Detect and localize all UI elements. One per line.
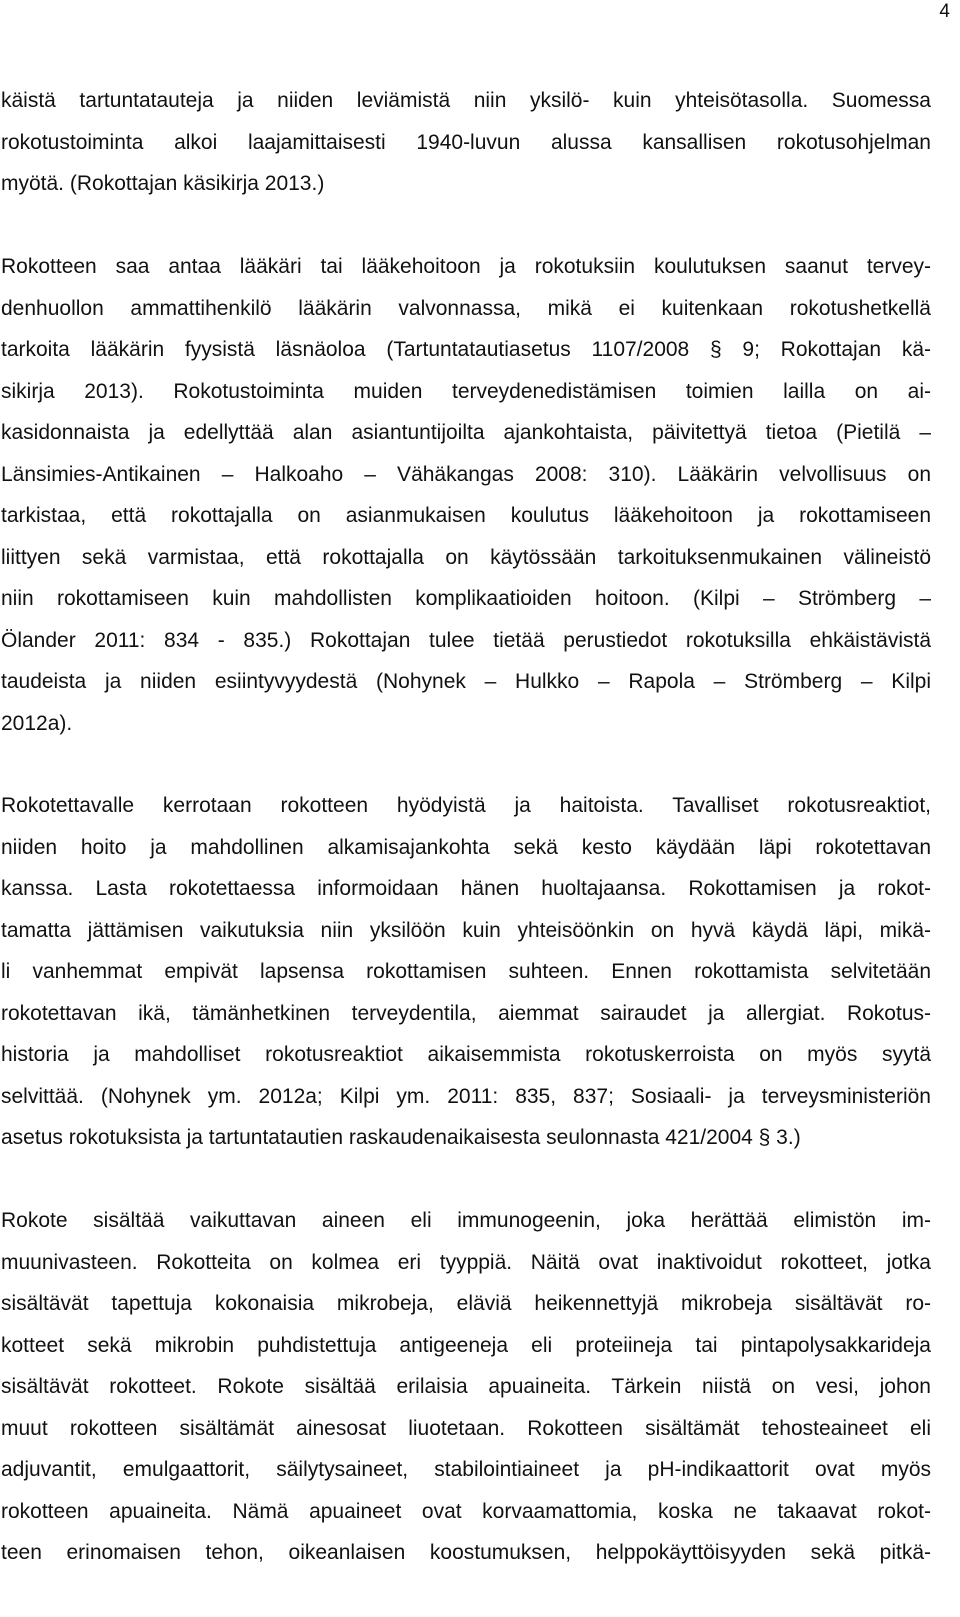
text-line: niin rokottamiseen kuin mahdollisten komplikaatioiden hoitoon. (Kilpi – Strömberg –: [1, 587, 931, 610]
text-line: tarkoita lääkärin fyysistä läsnäoloa (Tartuntatautiasetus 1107/2008 § 9; Rokottajan kä-: [1, 338, 931, 361]
text-line: Ölander 2011: 834 - 835.) Rokottajan tulee tietää perustiedot rokotuksilla ehkäistävistä: [1, 628, 931, 652]
text-line: kotteet sekä mikrobin puhdistettuja antigeeneja eli proteiineja tai pintapolysakkarideja: [1, 1333, 931, 1357]
paragraph-4: [1, 1200, 931, 1574]
page-number: 4: [939, 1, 950, 22]
text-line: käistä tartuntatauteja ja niiden leviämistä niin yksilö- kuin yhteisötasolla. Suomessa: [1, 89, 931, 112]
text-line: teen erinomaisen tehon, oikeanlaisen koostumuksen, helppokäyttöisyyden sekä pitkä-: [1, 1541, 931, 1564]
text-line: li vanhemmat empivät lapsensa rokottamisen suhteen. Ennen rokottamista selvitetään: [1, 960, 931, 983]
text-line: Rokotettavalle kerrotaan rokotteen hyödyistä ja haitoista. Tavalliset rokotusreaktiot,: [1, 794, 931, 817]
paragraph-2: [1, 246, 931, 744]
text-line: muunivasteen. Rokotteita on kolmea eri tyyppiä. Näitä ovat inaktivoidut rokotteet, jotka: [1, 1250, 931, 1274]
text-line: sisältävät rokotteet. Rokote sisältää erilaisia apuaineita. Tärkein niistä on vesi, johon: [1, 1375, 931, 1398]
text-line: kanssa. Lasta rokotettaessa informoidaan hänen huoltajaansa. Rokottamisen ja rokot-: [1, 877, 931, 900]
text-line: tarkistaa, että rokottajalla on asianmukaisen koulutus lääkehoitoon ja rokottamiseen: [1, 504, 931, 527]
text-line: rokotettavan ikä, tämänhetkinen terveydentila, aiemmat sairaudet ja allergiat. Rokotus-: [1, 1001, 931, 1025]
text-line: rokotustoiminta alkoi laajamittaisesti 1940-luvun alussa kansallisen rokotusohjelman: [1, 130, 931, 154]
paragraph-1: [1, 80, 931, 205]
text-line: sikirja 2013). Rokotustoiminta muiden terveydenedistämisen toimien lailla on ai-: [1, 379, 931, 403]
text-line: myötä. (Rokottajan käsikirja 2013.): [1, 172, 325, 195]
text-line: 2012a).: [1, 711, 73, 735]
text-line: muut rokotteen sisältämät ainesosat liuotetaan. Rokotteen sisältämät tehosteaineet eli: [1, 1416, 931, 1440]
paragraph-3: [1, 785, 931, 1159]
text-line: Rokote sisältää vaikuttavan aineen eli immunogeenin, joka herättää elimistön im-: [1, 1209, 931, 1232]
text-line: niiden hoito ja mahdollinen alkamisajankohta sekä kesto käydään läpi rokotettavan: [1, 835, 931, 859]
text-line: Länsimies-Antikainen – Halkoaho – Vähäkangas 2008: 310). Lääkärin velvollisuus on: [1, 462, 931, 486]
text-line: tamatta jättämisen vaikutuksia niin yksilöön kuin yhteisöönkin on hyvä käydä läpi, mikä-: [1, 918, 931, 942]
text-line: sisältävät tapettuja kokonaisia mikrobeja, eläviä heikennettyjä mikrobeja sisältävät ro-: [1, 1292, 931, 1315]
text-line: denhuollon ammattihenkilö lääkärin valvonnassa, mikä ei kuitenkaan rokotushetkellä: [1, 296, 931, 320]
text-line: adjuvantit, emulgaattorit, säilytysaineet, stabilointiaineet ja pH-indikaattorit ovat myös: [1, 1458, 931, 1481]
text-line: liittyen sekä varmistaa, että rokottajalla on käytössään tarkoituksenmukainen välineistö: [1, 545, 931, 569]
text-line: selvittää. (Nohynek ym. 2012a; Kilpi ym. 2011: 835, 837; Sosiaali- ja terveysministeriön: [1, 1084, 931, 1108]
text-line: asetus rokotuksista ja tartuntatautien raskaudenaikaisesta seulonnasta 421/2004 § 3.): [1, 1126, 801, 1149]
text-line: taudeista ja niiden esiintyvyydestä (Nohynek – Hulkko – Rapola – Strömberg – Kilpi: [1, 670, 931, 693]
text-line: historia ja mahdolliset rokotusreaktiot aikaisemmista rokotuskerroista on myös syytä: [1, 1043, 931, 1066]
text-line: kasidonnaista ja edellyttää alan asiantuntijoilta ajankohtaista, päivitettyä tietoa (Pietilä –: [1, 421, 931, 444]
text-line: Rokotteen saa antaa lääkäri tai lääkehoitoon ja rokotuksiin koulutuksen saanut tervey-: [1, 255, 931, 278]
text-line: rokotteen apuaineita. Nämä apuaineet ovat korvaamattomia, koska ne takaavat rokot-: [1, 1499, 931, 1523]
